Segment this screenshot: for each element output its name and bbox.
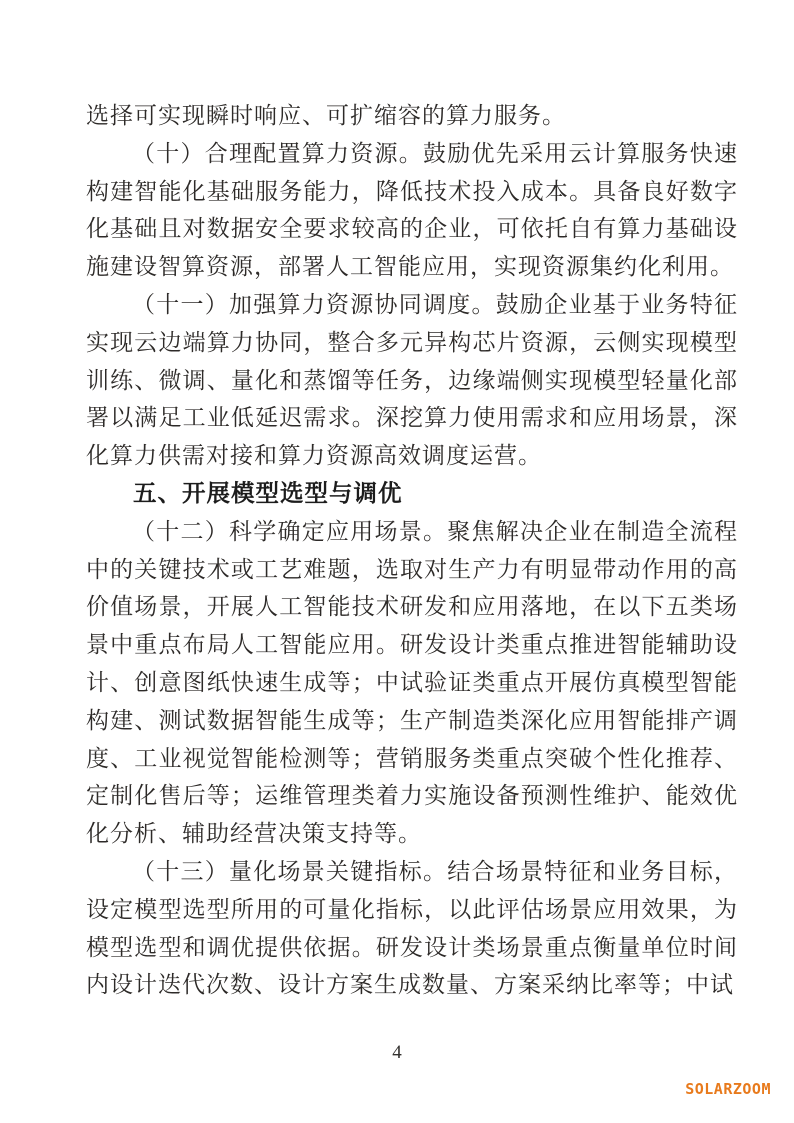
paragraph-item-11: （十一）加强算力资源协同调度。鼓励企业基于业务特征实现云边端算力协同，整合多元异构芯片资源，云侧实现模型训练、微调、量化和蒸馏等任务，边缘端侧实现模型轻量化部署以满足工业低延迟需求。深挖算力使用需求和应用场景，深化算力供需对接和算力资源高效调度运营。 [86,291,738,469]
section-heading-5: 五、开展模型选型与调优 [133,479,403,506]
document-body [86,97,738,1004]
paragraph-continuation: 选择可实现瞬时响应、可扩缩容的算力服务。 [86,103,566,128]
paragraph-item-10: （十）合理配置算力资源。鼓励优先采用云计算服务快速构建智能化基础服务能力，降低技术投入成本。具备良好数字化基础且对数据安全要求较高的企业，可依托自有算力基础设施建设智算资源，部署人工智能应用，实现资源集约化利用。 [86,140,738,280]
paragraph-item-13: （十三）量化场景关键指标。结合场景特征和业务目标，设定模型选型所用的可量化指标，以此评估场景应用效果，为模型选型和调优提供依据。研发设计类场景重点衡量单位时间内设计迭代次数、设计方案生成数量、方案采纳比率等；中试 [86,858,738,998]
paragraph-item-12: （十二）科学确定应用场景。聚焦解决企业在制造全流程中的关键技术或工艺难题，选取对生产力有明显带动作用的高价值场景，开展人工智能技术研发和应用落地，在以下五类场景中重点布局人工智能应用。研发设计类重点推进智能辅助设计、创意图纸快速生成等；中试验证类重点开展仿真模型智能构建、测试数据智能生成等；生产制造类深化应用智能排产调度、工业视觉智能检测等；营销服务类重点突破个性化推荐、定制化售后等；运维管理类着力实施设备预测性维护、能效优化分析、辅助经营决策支持等。 [86,518,738,847]
page-number: 4 [392,1042,402,1063]
solarzoom-watermark: SOLARZOOM [685,1080,771,1098]
